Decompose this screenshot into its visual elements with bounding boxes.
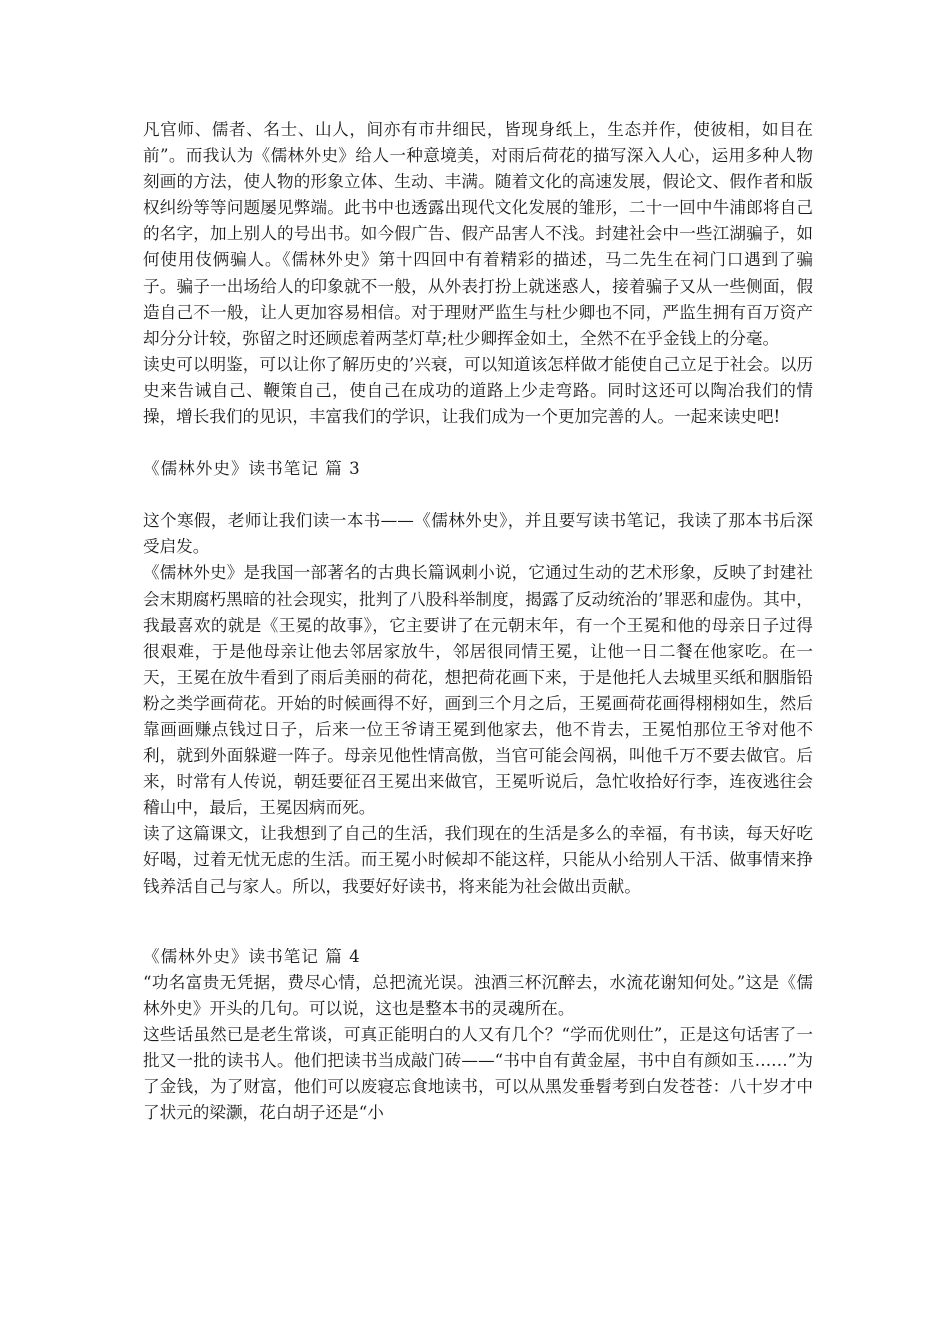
paragraph-scholars-critique: 这些话虽然已是老生常谈，可真正能明白的人又有几个？“学而优则仕”，正是这句话害了一批又一批的读书人。他们把读书当成敲门砖——“书中自有黄金屋，书中自有颜如玉……”为了金钱，为了财富，他们可以废寝忘食地读书，可以从黑发垂髫考到白发苍苍：八十岁才中了状元的梁灏，花白胡子还是“小: [143, 1024, 813, 1123]
paragraph-winter-break: 这个寒假，老师让我们读一本书——《儒林外史》，并且要写读书笔记，我读了那本书后深受启发。: [143, 511, 813, 557]
paragraph-rulin-themes: 凡官师、儒者、名士、山人，间亦有市井细民，皆现身纸上，生态并作，使彼相，如目在前”。而我认为《儒林外史》给人一种意境美，对雨后荷花的描写深入人心，运用多种人物刻画的方法，使人物的形象立体、生动、丰满。随着文化的高速发展，假论文、假作者和版权纠纷等等问题屡见弊端。此书中也透露出现代文化发展的雏形，二十一回中牛浦郎将自己的名字，加上别人的号出书。如今假广告、假产品害人不浅。封建社会中一些江湖骗子，如何使用伎俩骗人。《儒林外史》第十四回中有着精彩的描述，马二先生在祠门口遇到了骗子。骗子一出场给人的印象就不一般，从外表打扮上就迷惑人，接着骗子又从一些侧面，假造自己不一般，让人更加容易相信。对于理财严监生与杜少卿也不同，严监生拥有百万资产却分分计较，弥留之时还顾虑着两茎灯草;杜少卿挥金如土，全然不在乎金钱上的分毫。: [143, 120, 813, 348]
paragraph-opening-poem: “功名富贵无凭据，费尽心情，总把流光误。浊酒三杯沉醉去，水流花谢知何处。”这是《儒林外史》开头的几句。可以说，这也是整本书的灵魂所在。: [143, 972, 813, 1018]
spacer: [143, 900, 813, 944]
section-heading-3: 《儒林外史》读书笔记 篇 3: [143, 459, 361, 479]
paragraph-reflection: 读了这篇课文，让我想到了自己的生活，我们现在的生活是多么的幸福，有书读，每天好吃好喝，过着无忧无虑的生活。而王冕小时候却不能这样，只能从小给别人干活、做事情来挣钱养活自己与家人。所以，我要好好读书，将来能为社会做出贡献。: [143, 824, 813, 896]
paragraph-wang-mian-story: 《儒林外史》是我国一部著名的古典长篇讽刺小说，它通过生动的艺术形象，反映了封建社会末期腐朽黑暗的社会现实，批判了八股科举制度，揭露了反动统治的’罪恶和虚伪。其中，我最喜欢的就是《王冕的故事》，它主要讲了在元朝末年，有一个王冕和他的母亲日子过得很艰难，于是他母亲让他去邻居家放牛，邻居很同情王冕，让他一日二餐在他家吃。在一天，王冕在放牛看到了雨后美丽的荷花，想把荷花画下来，于是他托人去城里买纸和胭脂铅粉之类学画荷花。开始的时候画得不好，画到三个月之后，王冕画荷花画得栩栩如生，然后靠画画赚点钱过日子，后来一位王爷请王冕到他家去，他不肯去，王冕怕那位王爷对他不利，就到外面躲避一阵子。母亲见他性情高傲，当官可能会闯祸，叫他千万不要去做官。后来，时常有人传说，朝廷要征召王冕出来做官，王冕听说后，急忙收拾好行李，连夜逃往会稽山中，最后，王冕因病而死。: [143, 563, 813, 818]
spacer: [143, 430, 813, 456]
spacer: [143, 482, 813, 508]
section-heading-4: 《儒林外史》读书笔记 篇 4: [143, 946, 361, 966]
paragraph-reading-history: 读史可以明鉴，可以让你了解历史的’兴衰，可以知道该怎样做才能使自己立足于社会。以历史来告诫自己、鞭策自己，使自己在成功的道路上少走弯路。同时这还可以陶冶我们的情操，增长我们的见识，丰富我们的学识，让我们成为一个更加完善的人。一起来读史吧!: [143, 354, 813, 427]
document-page: [143, 117, 813, 1126]
